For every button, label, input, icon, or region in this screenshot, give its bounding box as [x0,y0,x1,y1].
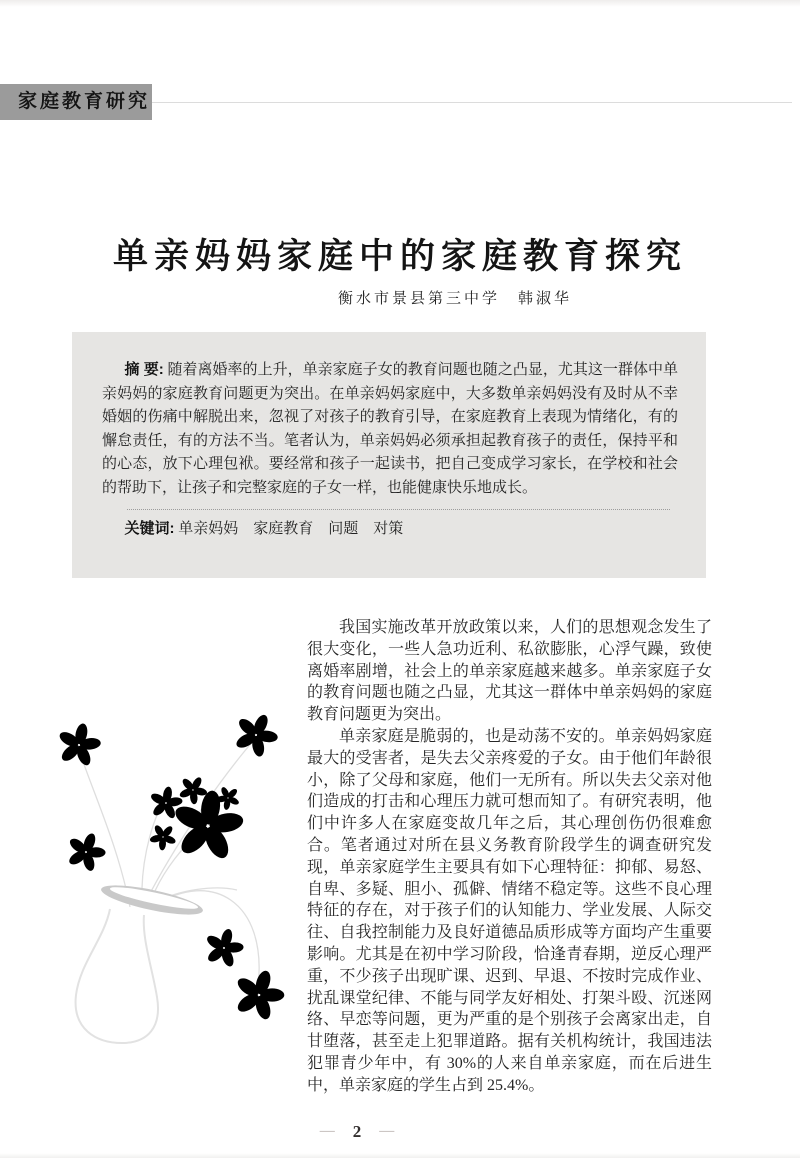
article-title: 单亲妈妈家庭中的家庭教育探究 [112,237,687,277]
abstract-text: 随着离婚率的上升，单亲家庭子女的教育问题也随之凸显，尤其这一群体中单亲妈妈的家庭教育问题更为突出。在单亲妈妈家庭中，大多数单亲妈妈没有及时从不幸婚姻的伤痛中解脱出来，忽视了对孩子的教育引导，在家庭教育上表现为情绪化，有的懈怠责任，有的方法不当。笔者认为，单亲妈妈必须承担起教育孩子的责任，保持平和的心态，放下心理包袱。要经常和孩子一起读书，把自己变成学习家长，在学校和社会的帮助下，让孩子和完整家庭的子女一样，也能健康快乐地成长。 [102,362,678,496]
keywords-label: 关键词: [124,520,175,537]
outline-flowers [146,706,291,1027]
dotted-separator [127,509,670,510]
vase-outline [76,909,158,1043]
solid-flowers [53,719,250,971]
body-paragraph: 单亲家庭是脆弱的，也是动荡不安的。单亲妈妈家庭最大的受害者，是失去父亲疼爱的子女。由于他们年龄很小，除了父母和家庭，他们一无所有。所以失去父亲对他们造成的打击和心理压力就可想而知了。有研究表明，他们中许多人在家庭变故几年之后，其心理创伤仍很难愈合。笔者通过对所在县义务教育阶段学生的调查研究发现，单亲家庭学生主要具有如下心理特征：抑郁、易怒、自卑、多疑、胆小、孤僻、情绪不稳定等。这些不良心理特征的存在，对于孩子们的认知能力、学业发展、人际交往、自我控制能力及良好道德品质形成等方面均产生重要影响。尤其是在初中学习阶段，恰逢青春期，逆反心理严重，不少孩子出现旷课、迟到、早退、不按时完成作业、扰乱课堂纪律、不能与同学友好相处、打架斗殴、沉迷网络、早恋等问题，更为严重的是个别孩子会离家出走，自甘堕落，甚至走上犯罪道路。据有关机构统计，我国违法犯罪青少年中，有 30%的人来自单亲家庭，而在后进生中，单亲家庭的学生占到 25.4%。 [307,727,712,1094]
keywords-text: 单亲妈妈 家庭教育 问题 对策 [174,521,404,537]
page-top-edge [0,0,800,7]
page-bottom-edge [0,1153,800,1158]
footer-right-dash: — [379,1123,395,1139]
page-number: 2 [352,1122,362,1141]
section-label: 家庭教育研究 [0,84,152,120]
abstract-box [72,332,706,578]
keywords-line [102,517,678,541]
author-affiliation: 衡水市景县第三中学 韩淑华 [337,291,572,307]
footer-left-dash: — [319,1123,335,1139]
abstract-paragraph [102,358,678,500]
abstract-label: 摘 要: [124,361,164,378]
page-footer [0,1122,714,1142]
header-rule [152,102,792,103]
body-text-column [307,617,712,1097]
flower-vase-watermark [30,695,315,1050]
body-paragraph: 我国实施改革开放政策以来，人们的思想观念发生了很大变化，一些人急功近利、私欲膨胀，心浮气躁，致使离婚率剧增，社会上的单亲家庭越来越多。单亲家庭子女的教育问题也随之凸显，尤其这一群体中单亲妈妈的家庭教育问题更为突出。 [307,619,712,724]
